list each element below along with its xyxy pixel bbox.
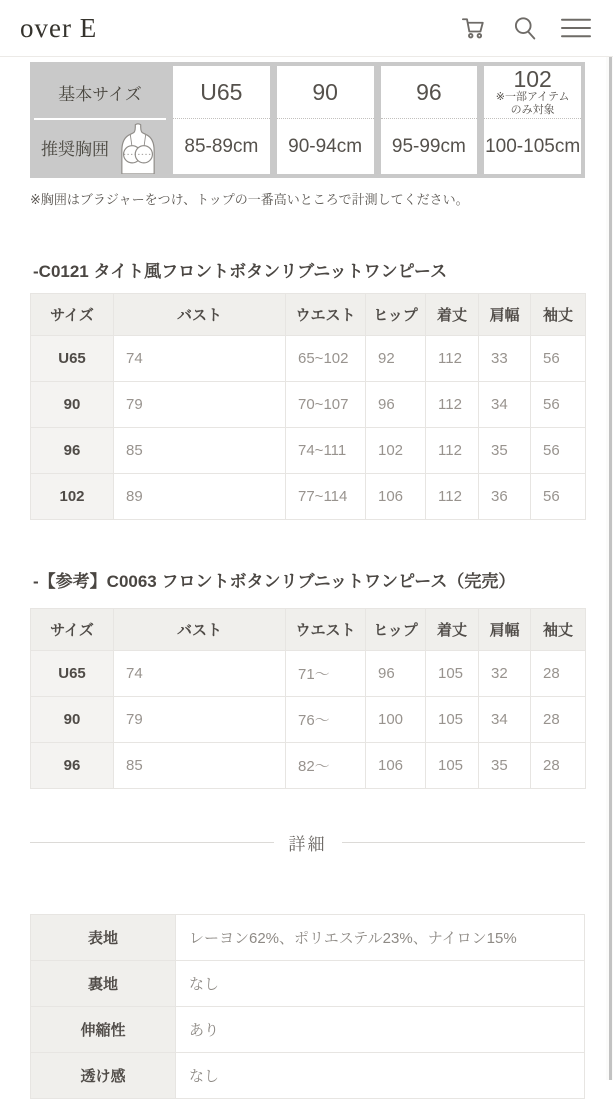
spec-header-cell: ウエスト bbox=[286, 294, 366, 336]
size-guide-size-cell bbox=[484, 66, 581, 119]
spec-size-cell: U65 bbox=[31, 651, 114, 697]
spec-header-cell: 袖丈 bbox=[531, 294, 586, 336]
spec-size-cell: 90 bbox=[31, 382, 114, 428]
spec-value-cell: 74 bbox=[114, 651, 286, 697]
recommended-chest-label: 推奨胸囲 bbox=[41, 139, 109, 159]
details-label-cell: 裏地 bbox=[31, 961, 176, 1007]
product-title-c0063: -【参考】C0063 フロントボタンリブニットワンピース（完売） bbox=[33, 572, 516, 591]
size-guide-range-cell: 100-105cm bbox=[485, 135, 581, 157]
spec-header-cell: 肩幅 bbox=[479, 609, 531, 651]
spec-value-cell: 79 bbox=[114, 382, 286, 428]
cart-icon[interactable] bbox=[459, 13, 489, 43]
size-guide-range-cell: 90-94cm bbox=[288, 135, 363, 157]
spec-value-cell: 100 bbox=[366, 697, 426, 743]
spec-value-cell: 106 bbox=[366, 743, 426, 789]
spec-value-cell: 106 bbox=[366, 474, 426, 520]
spec-value-cell: 102 bbox=[366, 428, 426, 474]
details-row bbox=[31, 1007, 585, 1053]
spec-row bbox=[31, 474, 586, 520]
spec-size-cell: 96 bbox=[31, 743, 114, 789]
spec-header-cell: ヒップ bbox=[366, 294, 426, 336]
size-guide-size-note: ※一部アイテム bbox=[495, 91, 570, 103]
spec-header-cell: バスト bbox=[114, 294, 286, 336]
menu-icon[interactable] bbox=[561, 13, 591, 43]
spec-row bbox=[31, 743, 586, 789]
details-table-body bbox=[31, 915, 585, 1099]
size-guide-column bbox=[173, 66, 270, 174]
spec-header-row bbox=[31, 294, 586, 336]
size-guide-size-value: 102 bbox=[513, 66, 552, 92]
spec-value-cell: 85 bbox=[114, 428, 286, 474]
spec-value-cell: 34 bbox=[479, 697, 531, 743]
spec-value-cell: 74 bbox=[114, 336, 286, 382]
size-guide-size-note: のみ対象 bbox=[510, 104, 555, 116]
spec-table-body bbox=[31, 651, 586, 789]
spec-value-cell: 105 bbox=[426, 651, 479, 697]
spec-header-cell: 肩幅 bbox=[479, 294, 531, 336]
details-value-cell: なし bbox=[176, 961, 585, 1007]
details-label-cell: 伸縮性 bbox=[31, 1007, 176, 1053]
spec-value-cell: 77~114 bbox=[286, 474, 366, 520]
spec-value-cell: 70~107 bbox=[286, 382, 366, 428]
size-guide-column bbox=[277, 66, 374, 174]
spec-header-cell: 着丈 bbox=[426, 609, 479, 651]
details-row bbox=[31, 915, 585, 961]
spec-table-head bbox=[31, 294, 586, 336]
spec-size-cell: 102 bbox=[31, 474, 114, 520]
size-guide-size-value: U65 bbox=[200, 79, 243, 105]
spec-row bbox=[31, 697, 586, 743]
spec-value-cell: 76～ bbox=[286, 697, 366, 743]
bra-torso-icon bbox=[114, 122, 162, 174]
spec-value-cell: 34 bbox=[479, 382, 531, 428]
spec-value-cell: 96 bbox=[366, 651, 426, 697]
divider-line-left bbox=[30, 842, 274, 843]
size-spec-table-c0063 bbox=[30, 608, 586, 789]
divider-line-right bbox=[342, 842, 586, 843]
spec-value-cell: 79 bbox=[114, 697, 286, 743]
size-guide-column bbox=[381, 66, 478, 174]
search-icon[interactable] bbox=[510, 13, 540, 43]
spec-header-cell: 袖丈 bbox=[531, 609, 586, 651]
size-guide-size-cell bbox=[277, 66, 374, 119]
details-value-cell: レーヨン62%、ポリエステル23%、ナイロン15% bbox=[176, 915, 585, 961]
spec-header-cell: サイズ bbox=[31, 609, 114, 651]
spec-value-cell: 28 bbox=[531, 651, 586, 697]
spec-table-body bbox=[31, 336, 586, 520]
spec-value-cell: 56 bbox=[531, 474, 586, 520]
spec-row bbox=[31, 336, 586, 382]
spec-value-cell: 105 bbox=[426, 743, 479, 789]
details-row bbox=[31, 1053, 585, 1099]
size-guide-size-value: 90 bbox=[312, 79, 338, 105]
spec-value-cell: 71～ bbox=[286, 651, 366, 697]
spec-value-cell: 112 bbox=[426, 474, 479, 520]
spec-header-cell: バスト bbox=[114, 609, 286, 651]
spec-value-cell: 112 bbox=[426, 336, 479, 382]
details-value-cell: なし bbox=[176, 1053, 585, 1099]
details-row bbox=[31, 961, 585, 1007]
basic-size-label: 基本サイズ bbox=[34, 66, 166, 120]
spec-value-cell: 28 bbox=[531, 697, 586, 743]
scrollbar-thumb[interactable] bbox=[609, 57, 612, 1080]
header-icons bbox=[459, 13, 591, 43]
measurement-note: ※胸囲はブラジャーをつけ、トップの一番高いところで計測してください。 bbox=[30, 192, 469, 207]
spec-value-cell: 36 bbox=[479, 474, 531, 520]
spec-value-cell: 35 bbox=[479, 743, 531, 789]
details-label-cell: 表地 bbox=[31, 915, 176, 961]
spec-value-cell: 96 bbox=[366, 382, 426, 428]
spec-value-cell: 56 bbox=[531, 382, 586, 428]
details-label-cell: 透け感 bbox=[31, 1053, 176, 1099]
spec-value-cell: 35 bbox=[479, 428, 531, 474]
spec-row bbox=[31, 382, 586, 428]
details-value-cell: あり bbox=[176, 1007, 585, 1053]
site-header bbox=[0, 0, 613, 57]
spec-size-cell: 90 bbox=[31, 697, 114, 743]
spec-value-cell: 82～ bbox=[286, 743, 366, 789]
product-title-c0121: -C0121 タイト風フロントボタンリブニットワンピース bbox=[33, 262, 448, 281]
size-guide-range-cell: 85-89cm bbox=[184, 135, 259, 157]
fabric-details-table bbox=[30, 914, 585, 1099]
spec-value-cell: 112 bbox=[426, 428, 479, 474]
size-guide-label-column bbox=[34, 66, 166, 174]
spec-value-cell: 85 bbox=[114, 743, 286, 789]
spec-value-cell: 33 bbox=[479, 336, 531, 382]
spec-header-cell: ヒップ bbox=[366, 609, 426, 651]
spec-row bbox=[31, 428, 586, 474]
spec-row bbox=[31, 651, 586, 697]
size-guide-range-cell: 95-99cm bbox=[391, 135, 466, 157]
spec-value-cell: 56 bbox=[531, 428, 586, 474]
page-content bbox=[30, 62, 585, 1099]
spec-size-cell: U65 bbox=[31, 336, 114, 382]
spec-size-cell: 96 bbox=[31, 428, 114, 474]
spec-header-row bbox=[31, 609, 586, 651]
chest-label-row bbox=[34, 120, 166, 174]
spec-value-cell: 105 bbox=[426, 697, 479, 743]
scrollbar-track[interactable] bbox=[606, 57, 613, 1080]
size-spec-table-c0121 bbox=[30, 293, 586, 520]
size-guide-size-value: 96 bbox=[416, 79, 442, 105]
spec-header-cell: 着丈 bbox=[426, 294, 479, 336]
spec-value-cell: 28 bbox=[531, 743, 586, 789]
spec-value-cell: 92 bbox=[366, 336, 426, 382]
size-guide-size-cell bbox=[381, 66, 478, 119]
spec-value-cell: 65~102 bbox=[286, 336, 366, 382]
size-guide-column bbox=[484, 66, 581, 174]
spec-table-head bbox=[31, 609, 586, 651]
spec-value-cell: 74~111 bbox=[286, 428, 366, 474]
site-logo[interactable]: over E bbox=[20, 12, 98, 43]
spec-value-cell: 89 bbox=[114, 474, 286, 520]
size-guide-size-cell bbox=[173, 66, 270, 119]
spec-value-cell: 32 bbox=[479, 651, 531, 697]
spec-value-cell: 56 bbox=[531, 336, 586, 382]
spec-value-cell: 112 bbox=[426, 382, 479, 428]
basic-size-guide-table bbox=[30, 62, 585, 178]
spec-header-cell: サイズ bbox=[31, 294, 114, 336]
details-divider bbox=[30, 830, 585, 855]
details-heading: 詳細 bbox=[288, 835, 327, 854]
spec-header-cell: ウエスト bbox=[286, 609, 366, 651]
